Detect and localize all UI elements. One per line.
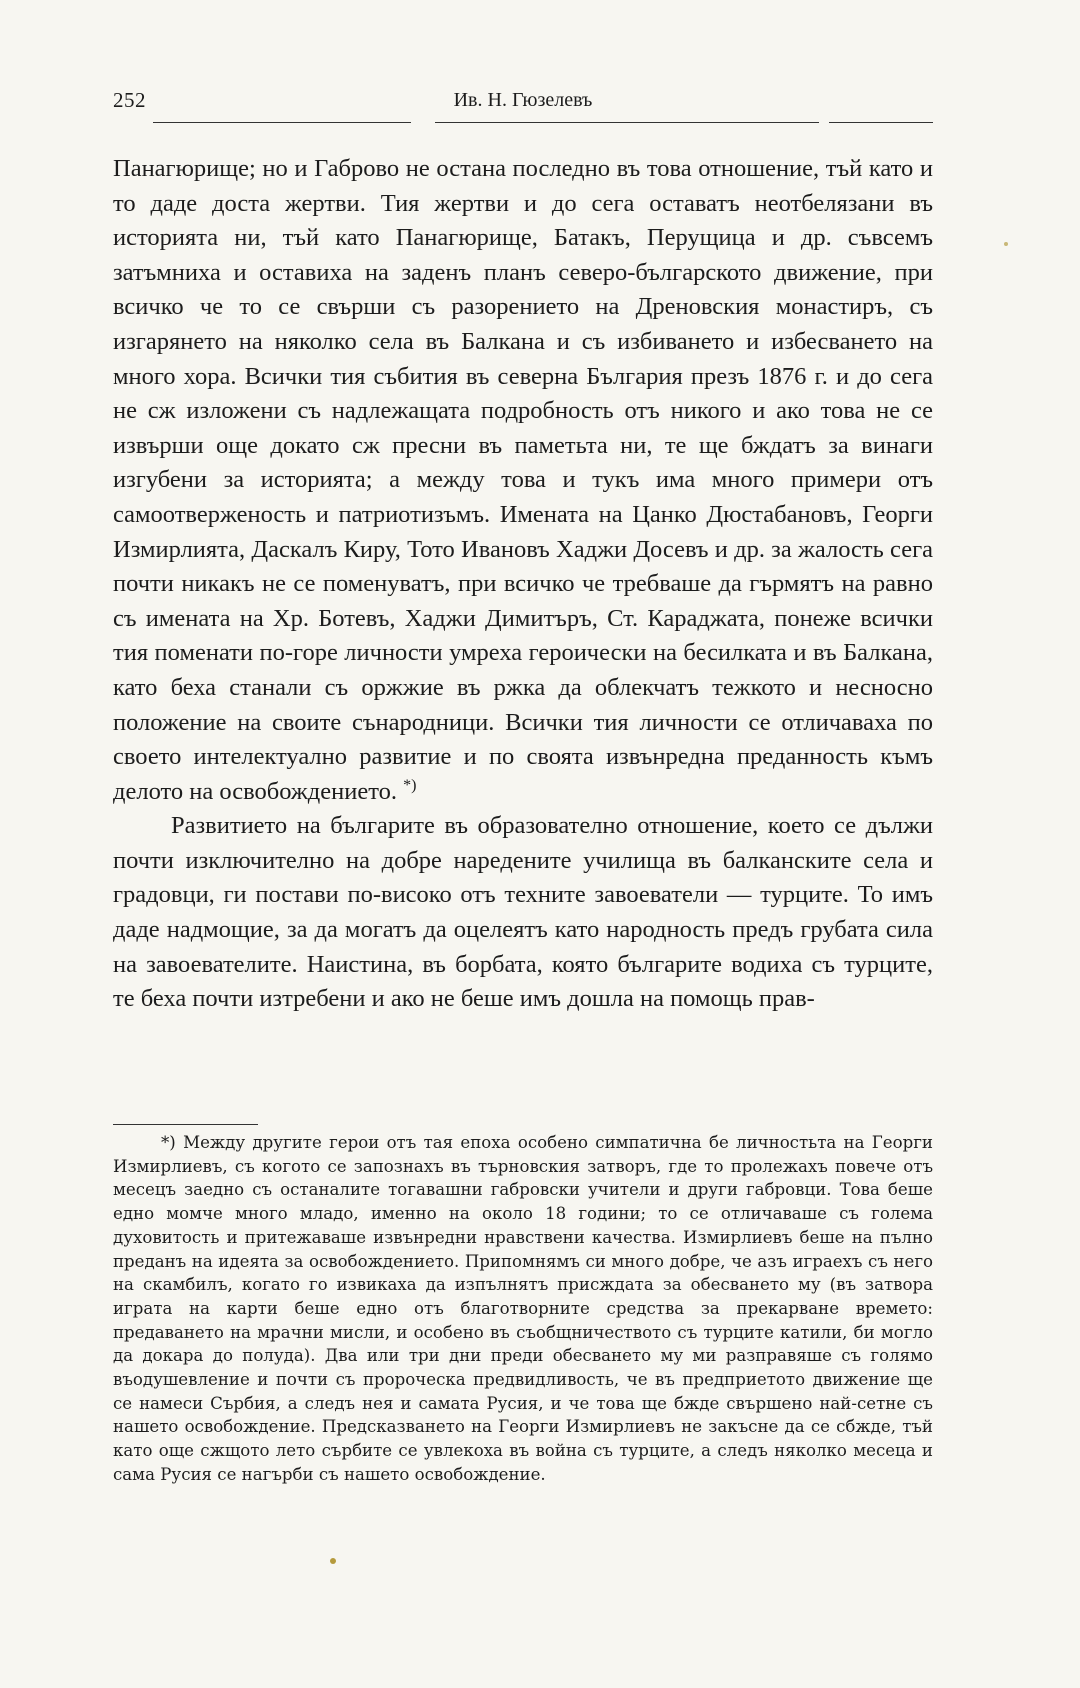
running-title: Ив. Н. Гюзелевъ bbox=[453, 89, 593, 111]
footnote-divider bbox=[113, 1124, 258, 1125]
page-header bbox=[113, 88, 933, 128]
header-rule-left bbox=[153, 122, 411, 123]
page-number: 252 bbox=[113, 88, 146, 112]
header-rule-middle bbox=[435, 122, 819, 123]
header-rule-right bbox=[829, 122, 933, 123]
paragraph-text: Панагюрище; но и Габрово не остана последно въ това отношение, тъй като и то даде доста жертви. Тия жертви и до сега оставатъ неотбелязани въ историята ни, тъй като Панагюрище, Батакъ, Перущица и др. съвсемъ затъмниха и оставиха на заденъ планъ северо-българското движение, при всичко че то се свърши съ разорението на Дреновския монастиръ, съ изгарянето на няколко села въ Балкана и съ избиването и избесването на много хора. Всички тия събития въ северна България презъ 1876 г. и до сега не сж изложени съ надлежащата подробность отъ никого и ако това не се извърши още докато сж пресни въ паметьта ни, те ще бждатъ за винаги изгубени за историята; а между това и тукъ има много примери отъ самоотверженость и патриотизъмъ. Имената на Цанко Дюстабановъ, Георги Измирлията, Даскалъ Киру, Тото Ивановъ Хаджи Досевъ и др. за жалость сега почти никакъ не се поменуватъ, при всичко че требваше да гърмятъ на равно съ имената на Хр. Ботевъ, Хаджи Димитъръ, Ст. Караджата, понеже всички тия поменати по-горе личности умреха героически на бесилката и въ Балкана, като беха станали съ оржжие въ ржка да облекчатъ тежкото и несносно положение на своите сънародници. Всички тия личности се отличаваха по своето интелектуално развитие и по своята извънредна преданность къмъ делото на освобождението. bbox=[113, 155, 933, 805]
footnote bbox=[113, 1131, 933, 1487]
footnote-reference: *) bbox=[403, 776, 417, 794]
footnote-marker: *) bbox=[161, 1133, 176, 1152]
paper-speck-decoration bbox=[330, 1558, 336, 1564]
footnote-text: Между другите герои отъ тая епоха особено симпатична бе личностьта на Георги Измирлиевъ, съ когото се запознахъ въ търновския затворъ, где то пролежахъ повече отъ месецъ заедно съ останалите тогавашни габровски учители и други габровци. Това беше едно момче много младо, именно на около 18 години; то се отличаваше съ голема духовитость и притежаваше извънредни нравствени качества. Измирлиевъ беше на пълно преданъ на идеята за освобождението. Припомнямъ си много добре, че азъ играехъ съ него на скамбилъ, когато го извикаха да изпълнятъ присждата за обесването му (въ затвора играта на карти беше едно отъ благотворните средства за прекарване времето: предаването на мрачни мисли, и особено въ съобщничеството съ турците катили, би могло да докара до полуда). Два или три дни преди обесването му ми разправяше съ голямо въодушевление и почти съ пророческа предвидливость, че въ предприетото движение ще се намеси Сърбия, а следъ нея и самата Русия, и че това ще бжде свършено най-сетне съ нашето освобождение. Предсказването на Георги Измирлиевъ не закъсне да се сбжде, тъй като още сжщото лето сърбите се увлекоха въ война съ турците, а следъ няколко месеца и сама Русия се нагърби съ нашето освобождение. bbox=[113, 1133, 933, 1484]
paragraph: Развитието на българите въ образователно отношение, което се дължи почти изключително на добре наредените училища въ балканските села и градовци, ги постави по-високо отъ техните завоеватели — турците. То имъ даде надмощие, за да могатъ да оцелеятъ като народность предъ грубата сила на завоевателите. Наистина, въ борбата, която българите водиха съ турците, те беха почти изтребени и ако не беше имъ дошла на помощь прав- bbox=[113, 812, 933, 1013]
paper-speck-decoration bbox=[1004, 242, 1008, 246]
main-text bbox=[113, 152, 933, 1017]
paragraph bbox=[113, 152, 933, 809]
